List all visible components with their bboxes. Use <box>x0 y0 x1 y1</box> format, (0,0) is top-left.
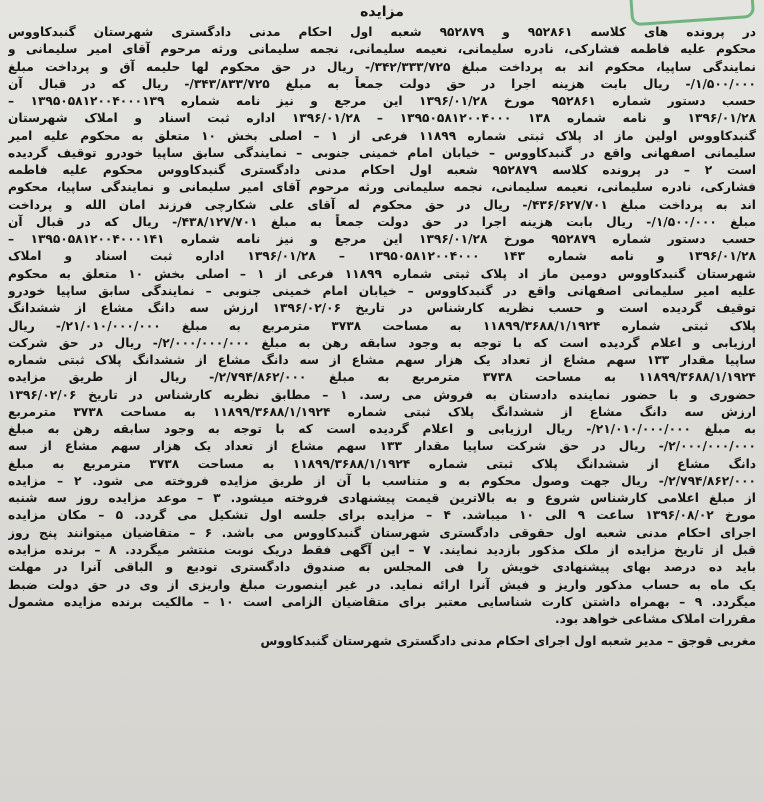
notice-line: نمایندگی ساپیا، محکوم اند به پرداخت مبلغ ۳۴۲/۳۳۳/۷۲۵/- ریال در حق محکوم لها حلیمه آق و پرداخت مبلغ <box>8 59 756 74</box>
notice-line: پلاک ثبتی شماره ۱۱۸۹۹/۳۶۸۸/۱/۱۹۲۴ به مساحت ۳۷۳۸ مترمربع به مبلغ ۲۱/۰۱۰/۰۰۰/۰۰۰/- ریال <box>8 318 756 333</box>
notice-line: قبل از تاریخ مزایده از ملک مذکور بازدید نمایند. ۷ – این آگهی فقط دریک نوبت منتشر میگردد. ۸ – برنده مزایده <box>8 542 756 557</box>
notice-line: به مبلغ ۲۱/۰۱۰/۰۰۰/۰۰۰/- ریال ارزیابی و اعلام گردیده است که با توجه به وجود سابقه رهن به مبلغ <box>8 422 756 437</box>
notice-line: شهرستان گنبدکاووس دومین ماز اد پلاک ثبتی شماره ۱۱۸۹۹ فرعی از ۱ – اصلی بخش ۱۰ متعلق به محکوم <box>8 266 756 281</box>
notice-line: ۱/۵۰۰/۰۰۰/- ریال بابت هزینه اجرا در حق دولت جمعاً به مبلغ ۳۴۳/۸۳۳/۷۲۵/- ریال که در قبال آن <box>8 76 756 91</box>
notice-line: اجرای احکام مدنی شعبه اول حقوقی دادگستری شهرستان گنبدکاووس می باشد. ۶ – متقاضیان میتوانند پنج روز <box>8 525 756 540</box>
notice-signature: مغربی قوجق – مدیر شعبه اول اجرای احکام مدنی دادگستری شهرستان گنبدکاووس <box>260 634 756 649</box>
notice-line: از مبلغ اعلامی کارشناس شروع و به بالاترین قیمت پیشنهادی فروخته میشود. ۳ – موعد مزایده روز سه شنبه <box>8 491 756 506</box>
notice-title: مزایده <box>360 4 404 20</box>
notice-line: اند به پرداخت مبلغ ۴۳۶/۶۲۷/۷۰۱/- ریال در حق محکوم له آقای علی شکارچی فرزند امان الله و پرداخت <box>8 197 756 212</box>
notice-line: در پرونده های کلاسه ۹۵۲۸۶۱ و ۹۵۲۸۷۹ شعبه اول احکام مدنی دادگستری شهرستان گنبدکاووس <box>8 25 756 39</box>
notice-line: مبلغ ۱/۵۰۰/۰۰۰/- ریال بابت هزینه اجرا در حق دولت جمعاً به مبلغ ۴۳۸/۱۲۷/۷۰۱/- ریال که در قبال آن <box>8 214 756 229</box>
notice-line: دانگ مشاع از ششدانگ پلاک ثبتی شماره ۱۱۸۹۹/۳۶۸۸/۱/۱۹۲۴ به مساحت ۳۷۳۸ مترمربع به مبلغ <box>8 456 756 471</box>
notice-line: محکوم علیه فاطمه فشارکی، نادره سلیمانی، نعیمه سلیمانی، نجمه سلیمانی ورثه مرحوم آقای امیر سلیمانی و <box>8 42 756 57</box>
notice-line: حسب دستور شماره ۹۵۲۸۶۱ مورخ ۱۳۹۶/۰۱/۲۸ این مرجع و نیز نامه شماره ۱۳۹۵۰۵۸۱۲۰۰۴۰۰۰۱۳۹ – <box>8 94 756 109</box>
notice-line: است ۲ – در پرونده کلاسه ۹۵۲۸۷۹ شعبه اول احکام مدنی دادگستری گنبدکاووس محکوم علیه فاطمه <box>8 163 756 178</box>
notice-line: ۱۳۹۶/۰۱/۲۸ و نامه شماره ۱۳۸ ۱۳۹۵۰۵۸۱۲۰۰۴۰۰۰ – ۱۳۹۶/۰۱/۲۸ اداره ثبت اسناد و املاک شهرستان <box>8 111 756 126</box>
notice-line: یک ماه به حساب مذکور واریز و فیش آنرا ارائه نماید. در غیر اینصورت مبلغ واریزی از وی در حق دولت ضبط <box>8 577 756 592</box>
notice-line: حضوری و با حضور نماینده دادستان به فروش می رسد. ۱ – مطابق نظریه کارشناس در تاریخ ۱۳۹۶/۰۲/۰۶ <box>8 387 756 402</box>
notice-line: ۲/۷۹۴/۸۶۲/۰۰۰/- ریال جهت وصول محکوم به و متناسب با آن از طریق مزایده فروخته می شود. ۲ – مزایده <box>8 473 756 488</box>
notice-line: سلیمانی اصفهانی واقع در گنبدکاووس – خیابان امام خمینی جنوبی – نمایندگی سابق ساپیا خودرو توقیف گردیده <box>8 145 756 160</box>
notice-line: مورخ ۱۳۹۶/۰۸/۰۲ ساعت ۹ الی ۱۰ میباشد. ۴ – مزایده برای جلسه اول تشکیل می گردد. ۵ – مکان مزایده <box>8 508 756 523</box>
notice-line: ۲/۰۰۰/۰۰۰/۰۰۰/- ریال در حق شرکت ساپیا مقدار ۱۳۳ سهم مشاع از تعداد یک هزار سهم مشاع از سه <box>8 439 756 454</box>
notice-line: ارزیابی و اعلام گردیده است که با توجه به وجود سابقه رهن به مبلغ ۲/۰۰۰/۰۰۰/۰۰۰/- ریال در حق شرکت <box>8 335 756 350</box>
notice-line: گنبدکاووس اولین ماز اد پلاک ثبتی شماره ۱۱۸۹۹ فرعی از ۱ – اصلی بخش ۱۰ متعلق به محکوم علیه امیر <box>8 128 756 143</box>
notice-line: ارزش سه دانگ مشاع از ششدانگ پلاک ثبتی شماره ۱۱۸۹۹/۳۶۸۸/۱/۱۹۲۴ به مساحت ۳۷۳۸ مترمربع <box>8 404 756 419</box>
notice-line: ۱۱۸۹۹/۳۶۸۸/۱/۱۹۲۴ به مساحت ۳۷۳۸ مترمربع به مبلغ ۲/۷۹۴/۸۶۲/۰۰۰/- ریال از طریق مزایده <box>8 370 756 385</box>
notice-line: میگردد. ۹ – بهمراه داشتن کارت شناسایی معتبر برای متقاضیان الزامی است ۱۰ – مالکیت برنده مزایده مشمول <box>8 594 756 609</box>
notice-line: توقیف گردیده است و حسب نظریه کارشناس در تاریخ ۱۳۹۶/۰۲/۰۶ ارزش سه دانگ مشاع از ششدانگ <box>8 301 756 316</box>
notice-line: فشارکی، نادره سلیمانی، نعیمه سلیمانی، نجمه سلیمانی ورثه مرحوم آقای امیر سلیمانی و نمایندگی ساپیا، محکوم <box>8 180 756 195</box>
notice-line: حسب دستور شماره ۹۵۲۸۷۹ مورخ ۱۳۹۶/۰۱/۲۸ این مرجع و نیز نامه شماره ۱۳۹۵۰۵۸۱۲۰۰۴۰۰۰۱۴۱ – <box>8 232 756 247</box>
notice-line: ساپیا مقدار ۱۳۳ سهم مشاع از تعداد یک هزار سهم مشاع از سه دانگ مشاع از ششدانگ پلاک ثبتی شماره <box>8 353 756 368</box>
notice-line: علیه امیر سلیمانی اصفهانی واقع در گنبدکاووس – خیابان امام خمینی جنوبی – نمایندگی سابق ساپیا خودرو <box>8 283 756 298</box>
notice-line: مقررات املاک مشاعی خواهد بود. <box>555 612 756 627</box>
notice-body <box>8 24 756 628</box>
notice-line: باید ده درصد بهای پیشنهادی خویش را فی المجلس به صندوق دادگستری تودیع و الباقی آنرا در مهلت <box>8 560 756 575</box>
green-stamp-mark <box>629 0 755 26</box>
notice-line: ۱۳۹۶/۰۱/۲۸ و نامه شماره ۱۴۳ ۱۳۹۵۰۵۸۱۲۰۰۴۰۰۰ – ۱۳۹۶/۰۱/۲۸ اداره ثبت اسناد و املاک <box>8 249 756 264</box>
